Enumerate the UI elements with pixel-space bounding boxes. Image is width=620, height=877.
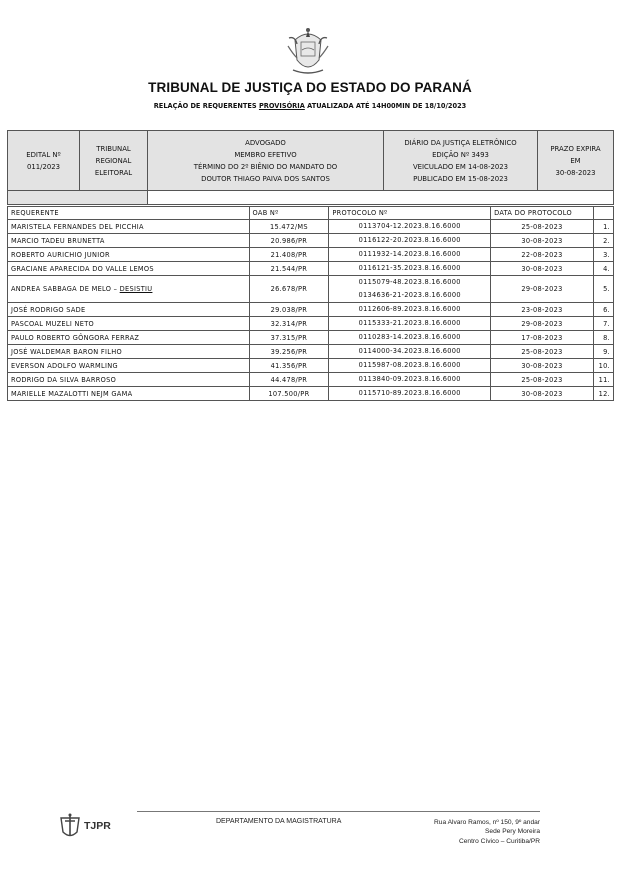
cell-num: 10. (593, 359, 613, 373)
cell-requerente: PAULO ROBERTO GÔNGORA FERRAZ (8, 331, 250, 345)
table-header-row (8, 207, 614, 220)
table-row (8, 262, 614, 276)
cell-num: 9. (593, 345, 613, 359)
cell-requerente: GRACIANE APARECIDA DO VALLE LEMOS (8, 262, 250, 276)
cell-num: 6. (593, 303, 613, 317)
cell-data: 25-08-2023 (491, 220, 594, 234)
cell-num: 1. (593, 220, 613, 234)
cell-protocolo: 0115710-89.2023.8.16.6000 (329, 387, 491, 401)
cell-num: 5. (593, 276, 613, 303)
col-oab: OAB Nº (249, 207, 329, 220)
col-requerente: REQUERENTE (8, 207, 250, 220)
table-row (8, 220, 614, 234)
cell-data: 29-08-2023 (491, 276, 594, 303)
cell-protocolo: 0116121-35.2023.8.16.6000 (329, 262, 491, 276)
cell-data: 25-08-2023 (491, 345, 594, 359)
tjpr-logo-icon (58, 812, 82, 840)
table-row (8, 276, 614, 303)
cell-num: 2. (593, 234, 613, 248)
cell-num: 4. (593, 262, 613, 276)
cell-data: 17-08-2023 (491, 331, 594, 345)
cell-oab: 26.678/PR (249, 276, 329, 303)
page-title: TRIBUNAL DE JUSTIÇA DO ESTADO DO PARANÁ (148, 80, 472, 95)
cell-oab: 32.314/PR (249, 317, 329, 331)
table-row (8, 234, 614, 248)
cell-data: 30-08-2023 (491, 387, 594, 401)
coat-of-arms-icon (285, 26, 331, 78)
cell-oab: 44.478/PR (249, 373, 329, 387)
cell-num: 7. (593, 317, 613, 331)
header-diario: DIÁRIO DA JUSTIÇA ELETRÔNICO EDIÇÃO Nº 3493 VEICULADO EM 14-08-2023 PUBLICADO EM 15-08-2023 (384, 131, 538, 190)
footer-department: DEPARTAMENTO DA MAGISTRATURA (216, 818, 342, 825)
header-advogado: ADVOGADO MEMBRO EFETIVO TÉRMINO DO 2º BIÊNIO DO MANDATO DO DOUTOR THIAGO PAIVA DOS SANTOS (148, 131, 384, 190)
cell-protocolo: 0113840-09.2023.8.16.6000 (329, 373, 491, 387)
cell-data: 23-08-2023 (491, 303, 594, 317)
cell-requerente: MARCIO TADEU BRUNETTA (8, 234, 250, 248)
cell-protocolo: 0115987-08.2023.8.16.6000 (329, 359, 491, 373)
cell-oab: 21.408/PR (249, 248, 329, 262)
table-row (8, 373, 614, 387)
cell-data: 30-08-2023 (491, 262, 594, 276)
table-row (8, 331, 614, 345)
header-edital: EDITAL Nº 011/2023 (8, 131, 80, 190)
cell-data: 25-08-2023 (491, 373, 594, 387)
cell-oab: 29.038/PR (249, 303, 329, 317)
cell-oab: 20.986/PR (249, 234, 329, 248)
table-row (8, 317, 614, 331)
cell-data: 30-08-2023 (491, 359, 594, 373)
header-spacer-row (7, 191, 614, 205)
header-box (7, 130, 614, 191)
table-row (8, 387, 614, 401)
col-protocolo: PROTOCOLO Nº (329, 207, 491, 220)
cell-oab: 37.315/PR (249, 331, 329, 345)
cell-oab: 107.500/PR (249, 387, 329, 401)
cell-data: 30-08-2023 (491, 234, 594, 248)
cell-protocolo: 0115333-21.2023.8.16.6000 (329, 317, 491, 331)
cell-requerente: ROBERTO AURICHIO JUNIOR (8, 248, 250, 262)
cell-requerente: MARISTELA FERNANDES DEL PICCHIA (8, 220, 250, 234)
cell-protocolo: 0110283-14.2023.8.16.6000 (329, 331, 491, 345)
cell-requerente: EVERSON ADOLFO WARMLING (8, 359, 250, 373)
cell-num: 8. (593, 331, 613, 345)
cell-requerente: PASCOAL MUZELI NETO (8, 317, 250, 331)
page-subtitle: RELAÇÃO DE REQUERENTES PROVISÓRIA ATUALIZADA ATÉ 14H00MIN DE 18/10/2023 (153, 102, 467, 110)
cell-protocolo: 0114000-34.2023.8.16.6000 (329, 345, 491, 359)
cell-requerente: ANDREA SABBAGA DE MELO – DESISTIU (8, 276, 250, 303)
header-tribunal: TRIBUNAL REGIONAL ELEITORAL (80, 131, 148, 190)
cell-num: 12. (593, 387, 613, 401)
table-row (8, 345, 614, 359)
cell-oab: 41.356/PR (249, 359, 329, 373)
cell-data: 29-08-2023 (491, 317, 594, 331)
footer-address: Rua Alvaro Ramos, nº 150, 9º andar Sede Pery Moreira Centro Cívico – Curitiba/PR (434, 819, 540, 845)
cell-requerente: RODRIGO DA SILVA BARROSO (8, 373, 250, 387)
table-row (8, 359, 614, 373)
header-prazo: PRAZO EXPIRA EM 30-08-2023 (550, 144, 601, 177)
cell-protocolo: 0115079-48.2023.8.16.6000 0134636-21-2023.8.16.6000 (329, 276, 491, 303)
cell-oab: 21.544/PR (249, 262, 329, 276)
cell-protocolo: 0111932-14.2023.8.16.6000 (329, 248, 491, 262)
cell-protocolo: 0113704-12.2023.8.16.6000 (329, 220, 491, 234)
cell-data: 22-08-2023 (491, 248, 594, 262)
cell-requerente: JOSÉ WALDEMAR BARON FILHO (8, 345, 250, 359)
col-num (593, 207, 613, 220)
footer-divider (137, 811, 540, 812)
cell-oab: 39.256/PR (249, 345, 329, 359)
cell-oab: 15.472/MS (249, 220, 329, 234)
cell-requerente: MARIELLE MAZALOTTI NEJM GAMA (8, 387, 250, 401)
cell-protocolo: 0112606-89.2023.8.16.6000 (329, 303, 491, 317)
desistiu-note: DESISTIU (119, 285, 153, 293)
cell-num: 11. (593, 373, 613, 387)
table-row (8, 303, 614, 317)
requerentes-table (7, 206, 614, 401)
tjpr-logo-text: TJPR (84, 820, 111, 832)
cell-protocolo: 0116122-20.2023.8.16.6000 (329, 234, 491, 248)
table-row (8, 248, 614, 262)
cell-num: 3. (593, 248, 613, 262)
col-data: DATA DO PROTOCOLO (491, 207, 594, 220)
cell-requerente: JOSÉ RODRIGO SADE (8, 303, 250, 317)
